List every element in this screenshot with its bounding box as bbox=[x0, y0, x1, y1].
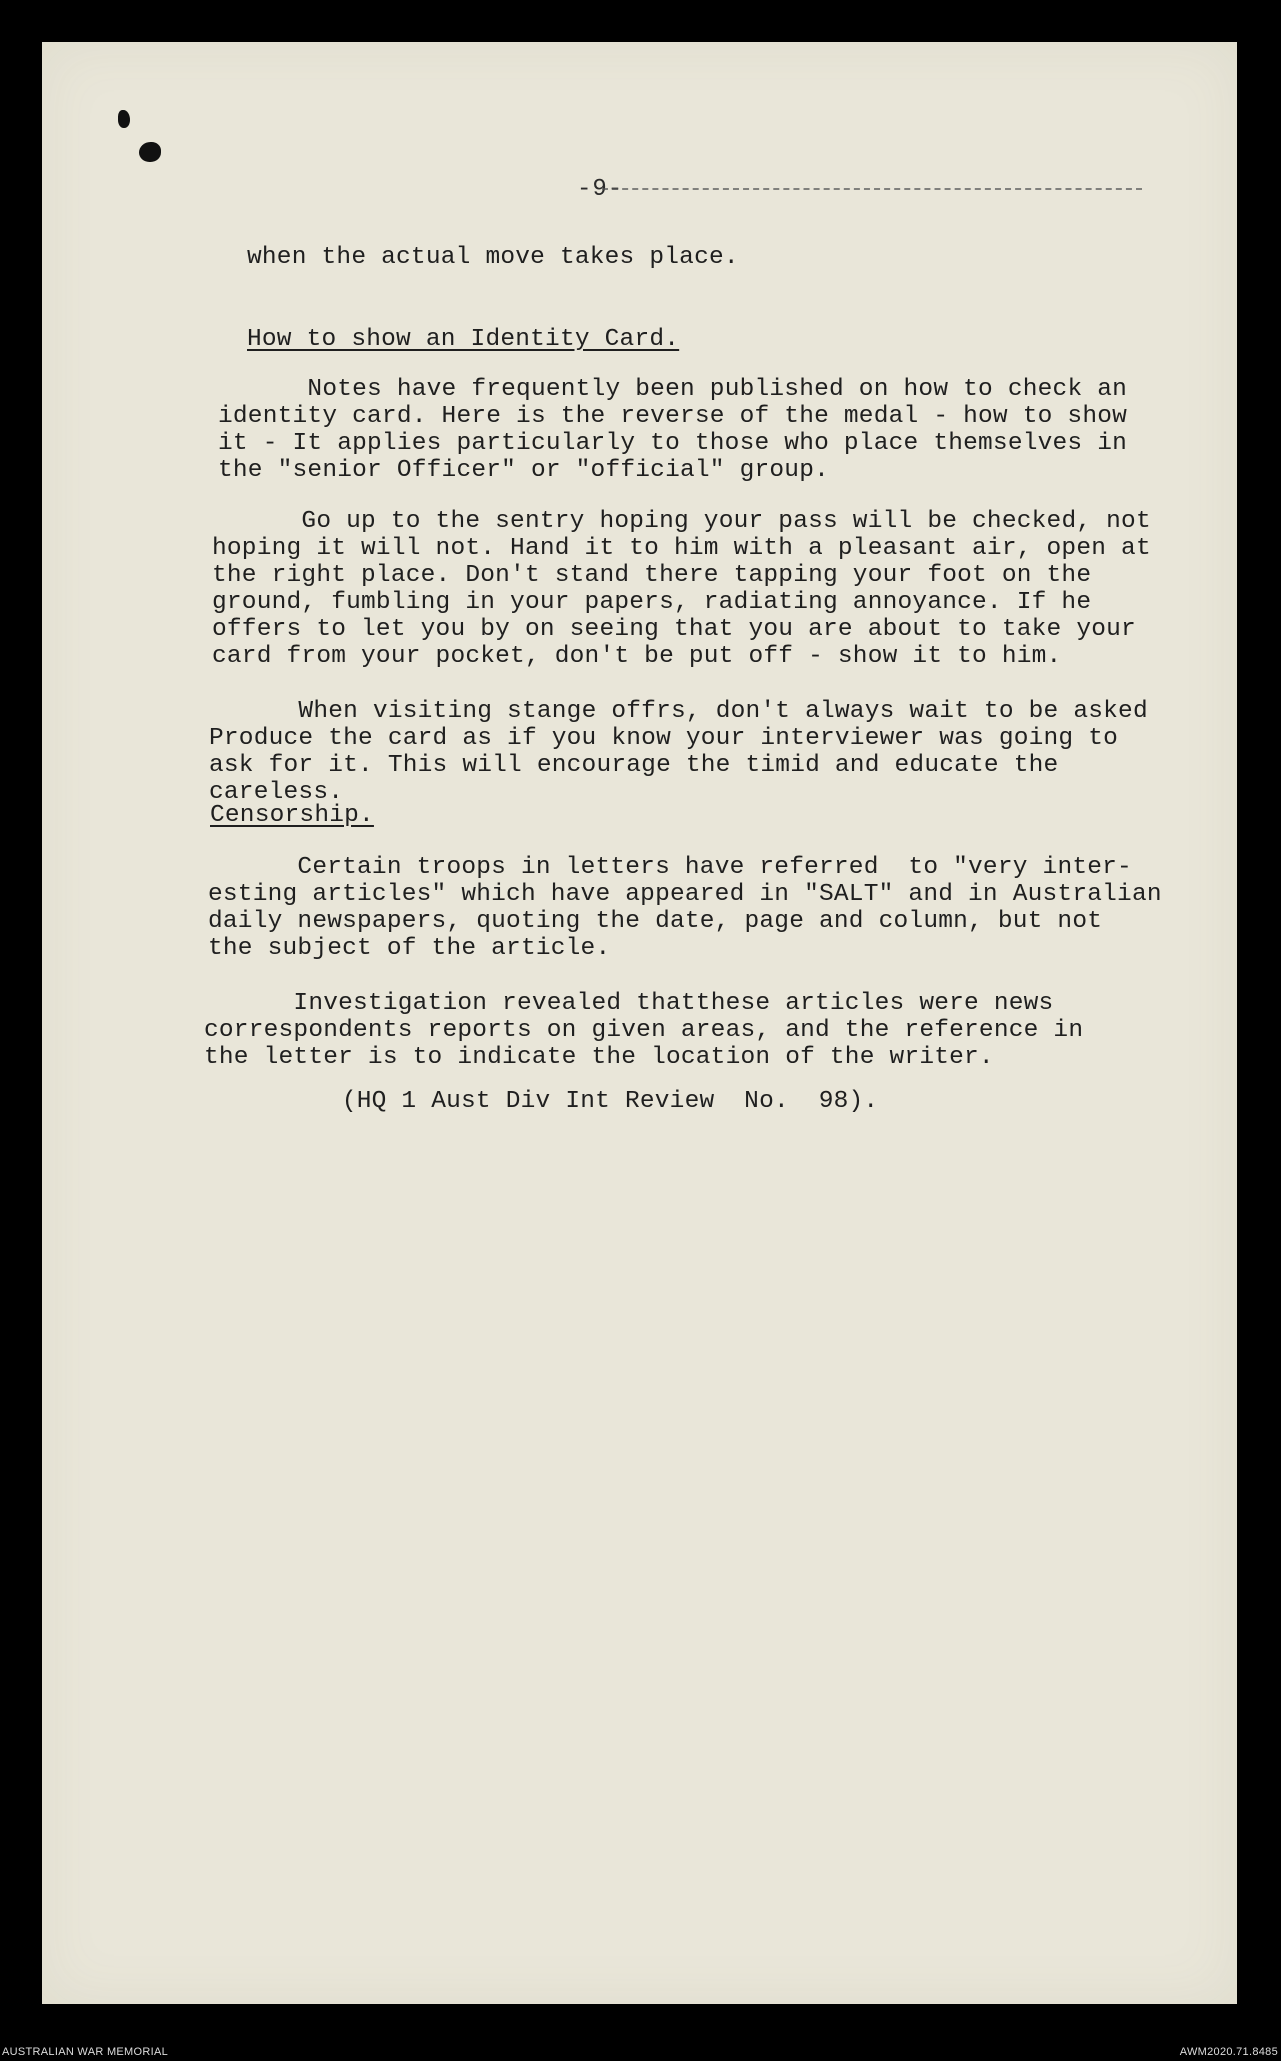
heading-censorship: Censorship. bbox=[210, 802, 374, 829]
paragraph-troops: Certain troops in letters have referred to "very inter- esting articles" which have appeared in "SALT" and in Australian daily newspapers, quoting the date, page and column, but not the subject of the article. bbox=[208, 854, 1162, 962]
paragraph-investigation: Investigation revealed thatthese articles were news correspondents reports on given areas, and the reference in the letter is to indicate the location of the writer. bbox=[204, 990, 1084, 1071]
punch-hole bbox=[139, 142, 161, 162]
citation-line: (HQ 1 Aust Div Int Review No. 98). bbox=[312, 1088, 879, 1115]
header-dash-line bbox=[602, 188, 1142, 192]
document-page bbox=[42, 42, 1237, 2004]
footer-institution: AUSTRALIAN WAR MEMORIAL bbox=[2, 2046, 169, 2058]
heading-identity-card: How to show an Identity Card. bbox=[247, 326, 680, 353]
paragraph-sentry: Go up to the sentry hoping your pass will be checked, not hoping it will not. Hand it to him with a pleasant air, open at the right place. Don't stand there tapping your foot on the ground, fumbling in your papers, radiating annoyance. If he offers to let you by on seeing that you are about to take your card from your pocket, don't be put off - show it to him. bbox=[212, 508, 1151, 670]
intro-line: when the actual move takes place. bbox=[247, 244, 739, 271]
paragraph-notes: Notes have frequently been published on how to check an identity card. Here is the reverse of the medal - how to show it - It applies particularly to those who place themselves in the "senior Officer" or "official" group. bbox=[218, 376, 1128, 484]
paragraph-visiting: When visiting stange offrs, don't always wait to be asked Produce the card as if you know your interviewer was going to ask for it. This will encourage the timid and educate the careless. bbox=[209, 698, 1148, 806]
page-number: -9- bbox=[577, 176, 624, 203]
punch-hole bbox=[118, 110, 130, 128]
footer-accession-id: AWM2020.71.8485 bbox=[1179, 2046, 1278, 2058]
